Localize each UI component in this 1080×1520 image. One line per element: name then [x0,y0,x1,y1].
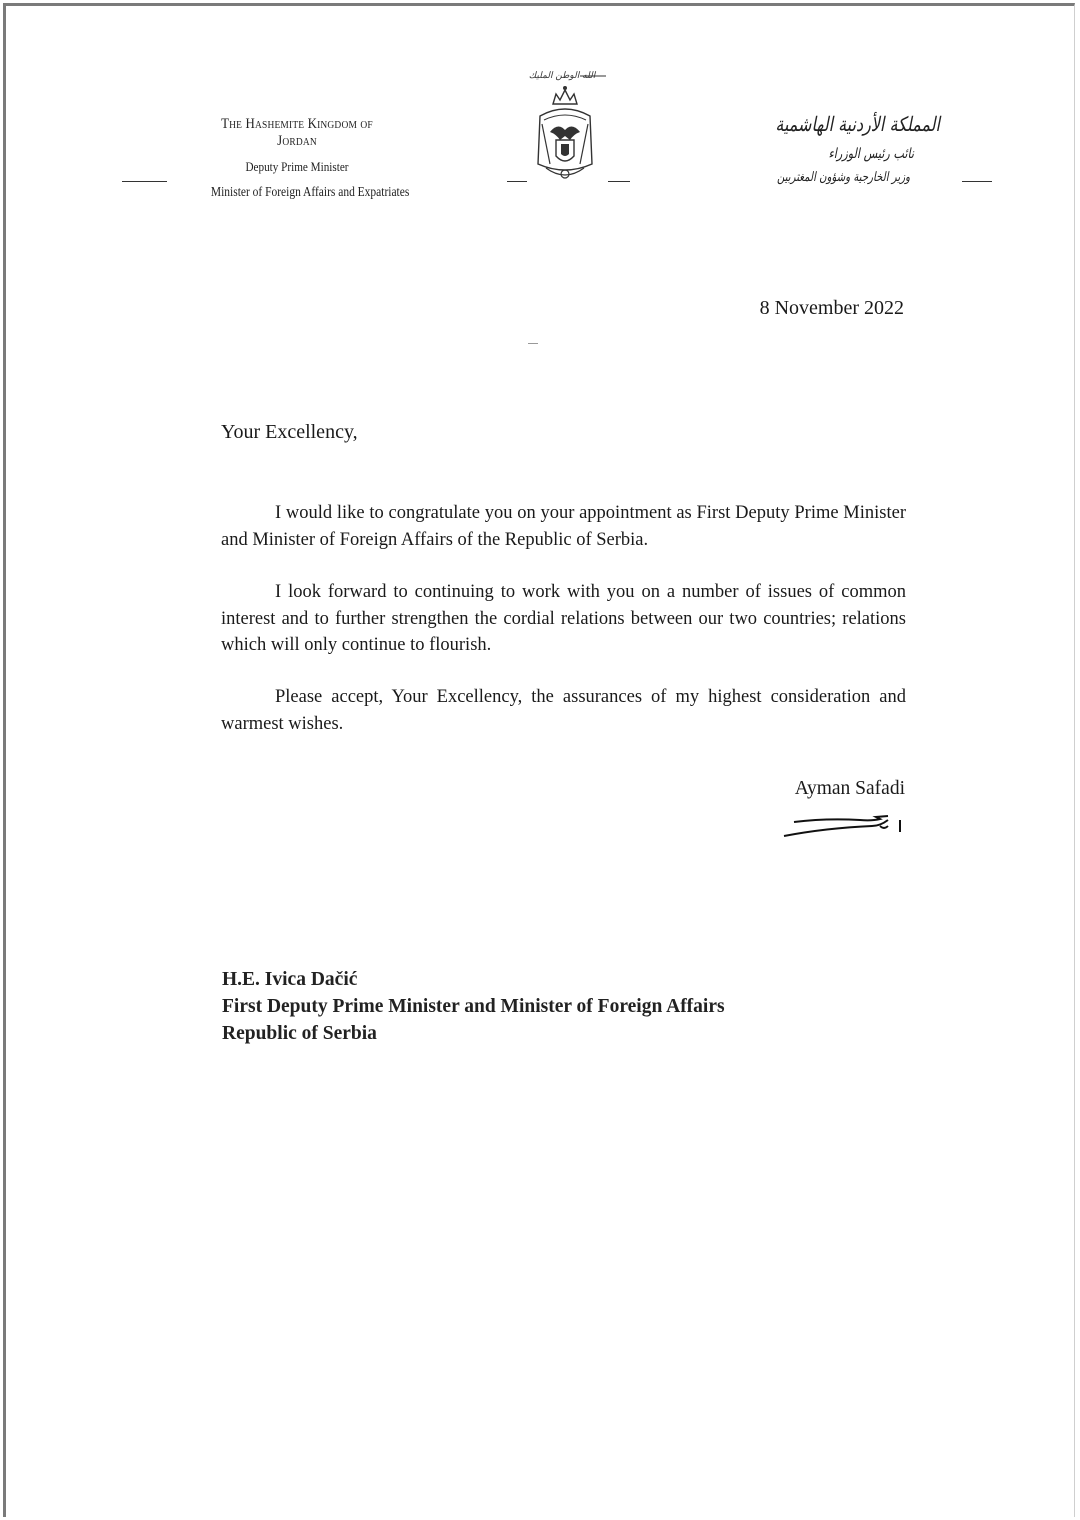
body-paragraph: I look forward to continuing to work with you on a number of issues of common interest and to further strengthen the cordial relations between our two countries; relations which will only continue to flourish. [221,582,906,655]
salutation: Your Excellency, [221,421,358,443]
letterhead-arabic-deputy: نائب رئيس الوزراء [828,146,914,162]
page-border [3,3,1075,1517]
scan-mark [528,343,538,344]
jordan-coat-of-arms-icon [520,64,610,194]
letterhead-arabic [740,112,940,185]
addressee-title: First Deputy Prime Minister and Minister of Foreign Affairs [222,996,725,1017]
letterhead-english [192,116,410,201]
addressee-name: H.E. Ivica Dačić [222,969,358,990]
handwritten-signature-icon [776,808,911,844]
letterhead-rule-left [122,181,167,182]
addressee-block [222,966,725,1047]
letterhead-rule-crest-right [608,181,630,182]
letterhead-arabic-minister: وزير الخارجية وشؤون المغتربين [777,170,910,185]
letterhead-rule-right [962,181,992,182]
letterhead-arabic-kingdom: المملكة الأردنية الهاشمية [775,112,940,136]
letterhead-minister-title: Minister of Foreign Affairs and Expatriates [210,185,410,200]
letter-date: 8 November 2022 [759,297,904,319]
crest-motto: الله الوطن المليك [528,71,596,81]
body-paragraph: I would like to congratulate you on your appointment as First Deputy Prime Minister and Minister of Foreign Affairs of the Republic of Serbia. [221,503,906,550]
signatory-name: Ayman Safadi [794,778,905,799]
letterhead-deputy-title: Deputy Prime Minister [245,159,349,174]
letterhead-kingdom: The Hashemite Kingdom of Jordan [221,116,373,149]
addressee-country: Republic of Serbia [222,1023,377,1044]
body-paragraph: Please accept, Your Excellency, the assurances of my highest consideration and warmest wishes. [221,687,906,734]
